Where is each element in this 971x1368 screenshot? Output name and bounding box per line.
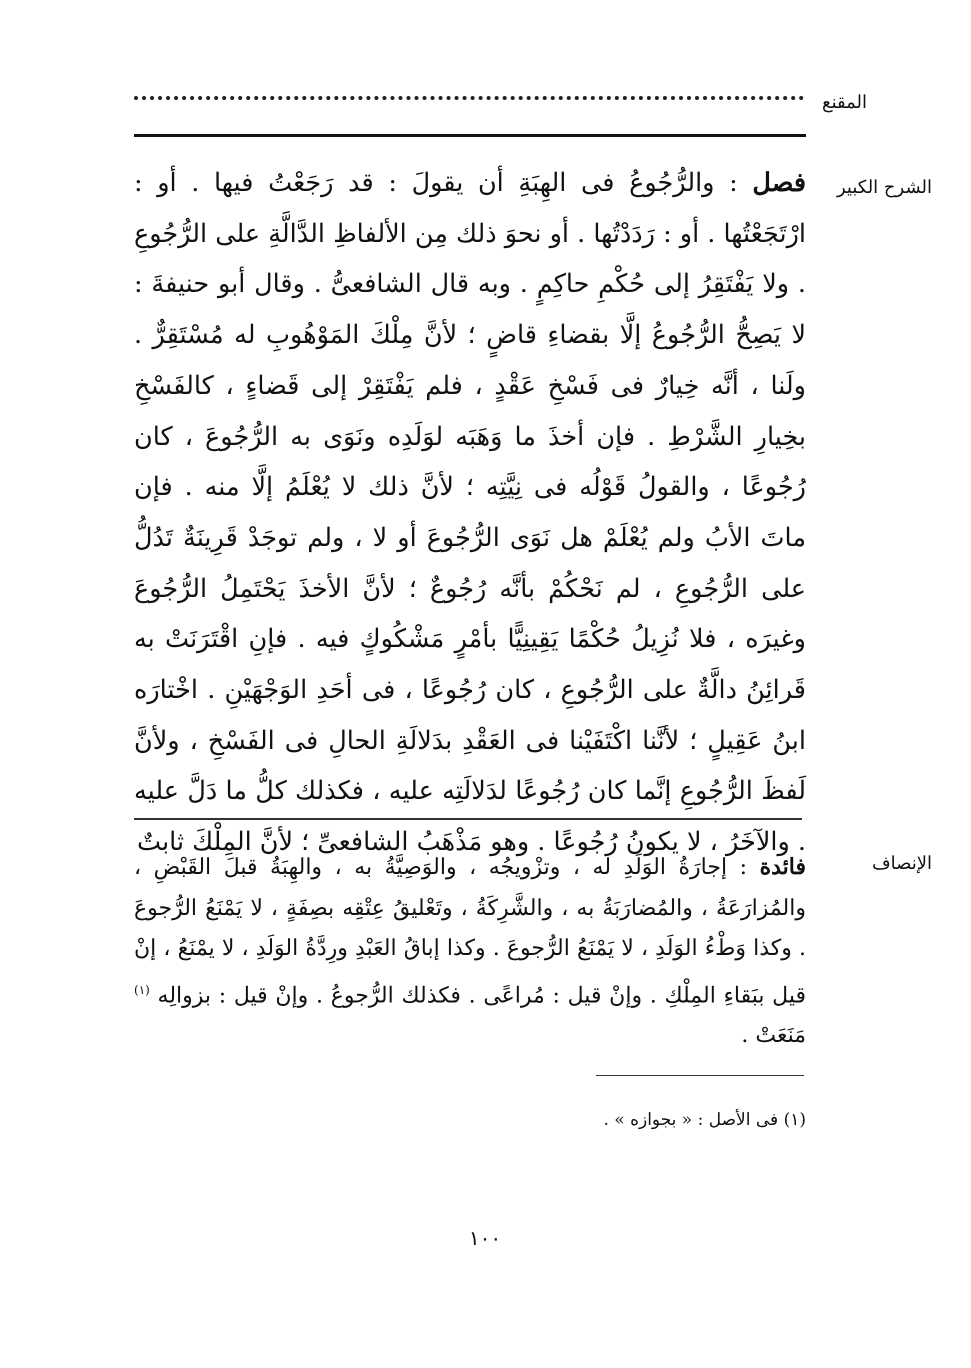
insaf-body-text (134, 847, 806, 1057)
main-paragraph: : والرُّجُوعُ فى الهِبَةِ أن يقولَ : قد رَجَعْتُ فيها . أو : ارْتَجَعْتُها . أو : رَدَدْتُها . أو نحوَ ذلك مِن الألفاظِ الدَّالَّةِ على الرُّجُوعِ . ولا يَفْتَقِرُ إلى حُكْمِ حاكِمٍ . وبه قال الشافعىُّ . وقال أبو حنيفةَ : لا يَصِحُّ الرُّجُوعُ إلَّا بقضاءِ قاضٍ ؛ لأنَّ مِلْكَ المَوْهُوبِ له مُسْتَقِرٌّ . ولَنا ، أنَّه خِيارٌ فى فَسْخِ عَقْدٍ ، فلم يَفْتَقِرْ إلى قَضاءٍ ، كالفَسْخِ بخِيارِ الشَّرْطِ . فإن أخذَ ما وَهَبَه لوَلَدِه ونَوَى به الرُّجُوعَ ، كان رُجُوعًا ، والقولُ قَوْلُه فى نِيَّتِه ؛ لأنَّ ذلك لا يُعْلَمُ إلَّا منه . فإن ماتَ الأبُ ولم يُعْلَمْ هل نَوَى الرُّجُوعَ أو لا ، ولم توجَدْ قَرِينَةٌ تَدُلُّ على الرُّجُوعِ ، لم نَحْكُمْ بأنَّه رُجُوعٌ ؛ لأنَّ الأخذَ يَحْتَمِلُ الرُّجُوعَ وغيرَه ، فلا نُزِيلُ حُكْمًا يَقِينِيًّا بأمْرٍ مَشْكُوكٍ فيه . فإنِ اقْتَرَنَتْ به قَرائِنُ دالَّةٌ على الرُّجُوعِ ، كان رُجُوعًا ، فى أحَدِ الوَجْهَيْنِ . اخْتارَه ابنُ عَقِيلٍ ؛ لأنَّنا اكْتَفَيْنا فى العَقْدِ بدَلالَةِ الحالِ فى الفَسْخِ ، ولأنَّ لَفظَ الرُّجُوعِ إنَّما كان رُجُوعًا لدَلالَتِه عليه ، فكذلك كلُّ ما دَلَّ عليه . والآخَرُ ، لا يكونُ رُجُوعًا . وهو مَذْهَبُ الشافعىِّ ؛ لأنَّ المِلْكَ ثابتٌ (134, 168, 806, 858)
fasl-heading: فصل (752, 168, 807, 198)
main-body-text (134, 158, 806, 868)
section-divider (134, 818, 802, 820)
page-number: ١٠٠ (468, 1226, 502, 1250)
footnote-marker: (١) (134, 982, 150, 997)
running-header-title: المقنع (822, 92, 868, 113)
footnote-rule (596, 1075, 804, 1076)
footnote-text: (١) فى الأصل : « بجوازه » . (603, 1110, 806, 1130)
faida-heading: فائدة (759, 854, 806, 880)
header-dotted-leader (134, 96, 804, 100)
insaf-section-label: الإنصاف (871, 853, 932, 874)
header-rule (134, 134, 806, 137)
sharh-section-label: الشرح الكبير (836, 177, 932, 198)
insaf-paragraph-end: مَنَعَتْ . (741, 1023, 806, 1049)
insaf-paragraph: : إجارَةُ الوَلَدِ له ، وتزْويجُه ، والوَصِيَّةُ به ، والهِبَةُ قبلَ القَبْضِ ، والمُزارَعَةُ ، والمُضارَبَةُ به ، والشَّرِكَةُ ، وتَعْليقُ عِتْقِه بصِفَةٍ ، لا يَمْنَعُ الرُّجوعَ . وكذا وَطْءُ الوَلَدِ ، لا يَمْنَعُ الرُّجوعَ . وكذا إباقُ العَبْدِ ورِدَّةُ الوَلَدِ ، لا يمْنَعُ ، إنْ قيل ببَقاءِ المِلْكِ . وإنْ قيل : مُراعًى . فكذلك الرُّجوعُ . وإنْ قيل : بزوالِه (134, 855, 807, 1008)
